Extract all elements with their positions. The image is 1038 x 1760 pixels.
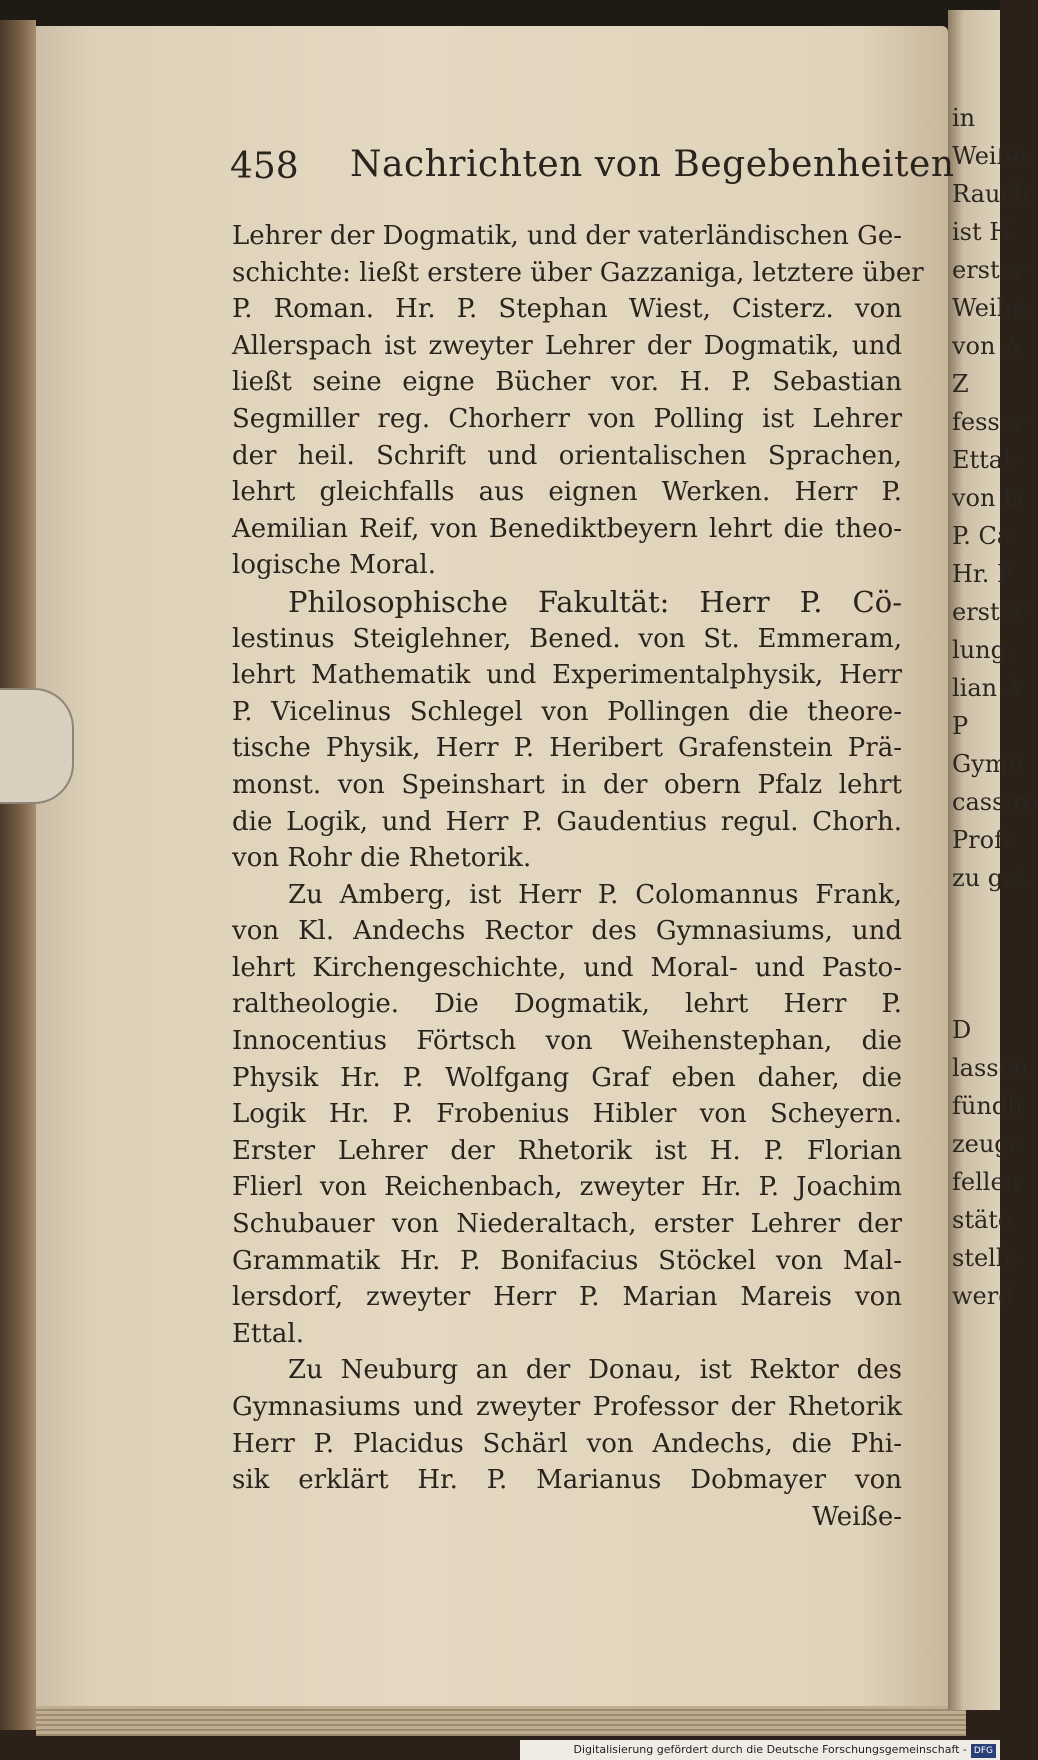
text-line: raltheologie. Die Dogmatik, lehrt Herr P. xyxy=(232,989,902,1020)
text-line: lersdorf, zweyter Herr P. Marian Mareis von xyxy=(232,1282,902,1313)
facing-page-line: von D xyxy=(952,484,1023,512)
facing-page-line: Z xyxy=(952,370,969,398)
facing-page-line: von A xyxy=(952,332,1021,360)
text-line: Zu Amberg, ist Herr P. Colomannus Frank, xyxy=(288,879,902,910)
text-line: Allerspach ist zweyter Lehrer der Dogmatik, und xyxy=(232,330,902,361)
text-line: P. Roman. Hr. P. Stephan Wiest, Cisterz. von xyxy=(232,294,902,325)
text-line: lehrt gleichfalls aus eignen Werken. Herr P. xyxy=(232,477,902,508)
facing-page-line: Profe xyxy=(952,826,1018,854)
facing-page-line: D xyxy=(952,1016,972,1044)
page-number: 458 xyxy=(230,146,299,187)
facing-page-line: lung, xyxy=(952,636,1014,664)
facing-page-line: P. Ca xyxy=(952,522,1012,550)
facing-page-line xyxy=(952,898,1000,936)
text-line: von Rohr die Rhetorik. xyxy=(232,843,532,874)
text-line: von Kl. Andechs Rector des Gymnasiums, und xyxy=(232,916,902,947)
page-header xyxy=(230,140,955,200)
text-line: lehrt Kirchengeschichte, und Moral- und Pasto- xyxy=(232,952,902,983)
text-line: Innocentius Förtsch von Weihenstephan, die xyxy=(232,1026,902,1057)
text-line: Ettal. xyxy=(232,1318,304,1349)
facing-page-line: zeuge xyxy=(952,1130,1024,1158)
text-line: monst. von Speinshart in der obern Pfalz lehrt xyxy=(232,769,902,800)
book-spine xyxy=(0,20,36,1730)
page-clip xyxy=(0,688,74,804)
facing-page-line: Weiße xyxy=(952,142,1027,170)
digitization-credit xyxy=(520,1740,1000,1760)
catchword: Weiße- xyxy=(812,1501,902,1532)
facing-page-line: Weihe xyxy=(952,294,1027,322)
text-line: sik erklärt Hr. P. Marianus Dobmayer von xyxy=(232,1465,902,1496)
facing-page-line: werd xyxy=(952,1282,1014,1310)
text-line: Erster Lehrer der Rhetorik ist H. P. Florian xyxy=(232,1135,902,1166)
facing-page-line: Ettal; xyxy=(952,446,1019,474)
text-line: Flierl von Reichenbach, zweyter Hr. P. Joachim xyxy=(232,1172,902,1203)
text-line: Logik Hr. P. Frobenius Hibler von Scheyern. xyxy=(232,1099,902,1130)
facing-page-line: Hr. P xyxy=(952,560,1014,588)
facing-page-line: erster xyxy=(952,256,1026,284)
facing-page-text xyxy=(952,100,1038,1310)
text-line: Philosophische Fakultät: Herr P. Cö- xyxy=(288,584,902,619)
facing-page-line: stelle xyxy=(952,1244,1018,1272)
text-line: Zu Neuburg an der Donau, ist Rektor des xyxy=(288,1355,902,1386)
facing-page-line: stäte xyxy=(952,1206,1013,1234)
facing-page-line xyxy=(952,974,1000,1012)
text-line: der heil. Schrift und orientalischen Sprachen, xyxy=(232,440,902,471)
text-line: lestinus Steiglehner, Bened. von St. Emmeram, xyxy=(232,623,902,654)
text-line: Gymnasiums und zweyter Professor der Rhetorik xyxy=(232,1392,902,1422)
facing-page-line: cassire xyxy=(952,788,1038,816)
facing-page-line: Rauch xyxy=(952,180,1030,208)
facing-page-line: lian A xyxy=(952,674,1023,702)
facing-page-line: lassen xyxy=(952,1054,1029,1082)
text-line: P. Vicelinus Schlegel von Pollingen die theore- xyxy=(232,696,902,727)
page-edge xyxy=(36,1706,966,1736)
text-line: ließt seine eigne Bücher vor. H. P. Sebastian xyxy=(232,367,902,398)
text-line: logische Moral. xyxy=(232,550,437,581)
facing-page-line xyxy=(952,936,1000,974)
text-line: lehrt Mathematik und Experimentalphysik, Herr xyxy=(232,660,902,691)
text-line: Schubauer von Niederaltach, erster Lehrer der xyxy=(232,1209,902,1240)
facing-page-line: fessor xyxy=(952,408,1026,436)
text-line: die Logik, und Herr P. Gaudentius regul. Chorh. xyxy=(232,806,902,837)
text-line: Grammatik Hr. P. Bonifacius Stöckel von Mal- xyxy=(232,1245,902,1276)
dfg-logo: DFG xyxy=(971,1744,996,1758)
text-line: Physik Hr. P. Wolfgang Graf eben daher, die xyxy=(232,1062,902,1093)
text-line: Lehrer der Dogmatik, und der vaterländischen Ge- xyxy=(232,221,903,251)
text-line: Aemilian Reif, von Benediktbeyern lehrt die theo- xyxy=(232,513,902,544)
facing-page-line: zu gei xyxy=(952,864,1025,892)
text-line: Segmiller reg. Chorherr von Polling ist Lehrer xyxy=(232,403,902,434)
text-line: Herr P. Placidus Schärl von Andechs, die Phi- xyxy=(232,1428,902,1459)
facing-page-line: ist H. xyxy=(952,218,1018,246)
body-text xyxy=(232,218,924,1535)
facing-page-line: fellen xyxy=(952,1168,1021,1196)
text-line: tische Physik, Herr P. Heribert Grafenstein Prä- xyxy=(232,733,902,764)
credit-text: Digitalisierung gefördert durch die Deutsche Forschungsgemeinschaft - xyxy=(573,1743,967,1756)
facing-page-line: P xyxy=(952,712,969,740)
facing-page-line: erster xyxy=(952,598,1026,626)
facing-page-line: Gymn xyxy=(952,750,1023,778)
running-title: Nachrichten von Begebenheiten xyxy=(350,144,955,185)
text-line: schichte: ließt erstere über Gazzaniga, letztere über xyxy=(232,257,924,288)
facing-page-line: fündli xyxy=(952,1092,1023,1120)
facing-page-line: in xyxy=(952,104,976,132)
